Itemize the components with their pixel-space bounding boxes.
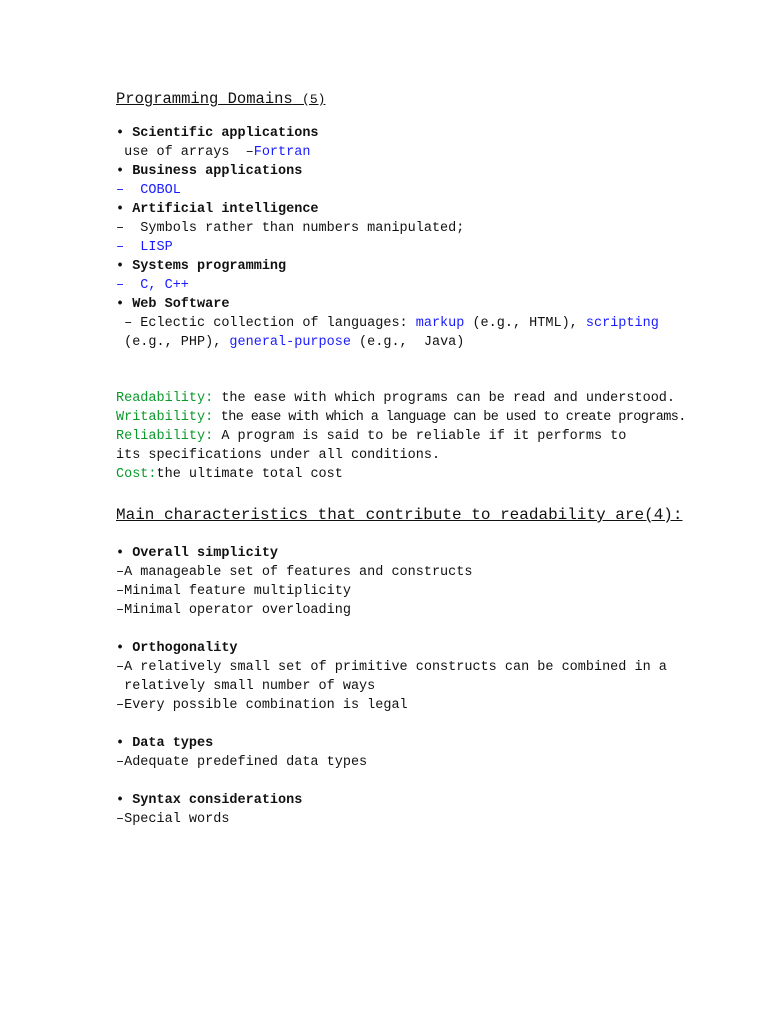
definition-line xyxy=(116,465,716,484)
title-text: Programming Domains xyxy=(116,90,293,108)
domain-detail xyxy=(116,143,716,162)
definition-term: Writability: xyxy=(116,410,214,425)
characteristic-item: –Minimal feature multiplicity xyxy=(116,584,351,599)
characteristic-item: relatively small number of ways xyxy=(116,679,376,694)
definition-term: Cost: xyxy=(116,467,157,482)
web-markup: markup xyxy=(415,316,465,331)
definition-text: A program is said to be reliable if it performs to its specifications under all conditions. xyxy=(116,429,627,463)
characteristic-item: –Minimal operator overloading xyxy=(116,603,351,618)
web-scripting: scripting xyxy=(585,316,659,331)
definition-text: the ease with which programs can be read and understood. xyxy=(213,391,675,406)
characteristic-bullet: • Syntax considerations xyxy=(116,793,303,808)
section-heading: Main characteristics that contribute to readability are(4): xyxy=(116,506,683,524)
domain-language: – LISP xyxy=(116,240,173,255)
characteristic-item: –Every possible combination is legal xyxy=(116,698,408,713)
web-scripting-eg: (e.g., PHP), xyxy=(116,335,230,350)
domain-language: – C, C++ xyxy=(116,278,189,293)
document-page xyxy=(116,86,716,829)
domain-bullet: • Systems programming xyxy=(116,259,287,274)
characteristic-item: –A manageable set of features and constructs xyxy=(116,565,473,580)
characteristic-item: –A relatively small set of primitive constructs can be combined in a xyxy=(116,660,667,675)
definition-text: the ease with which a language can be used to create programs. xyxy=(213,410,686,425)
title-count: (5) xyxy=(302,92,326,107)
domain-bullet: • Business applications xyxy=(116,164,303,179)
web-prefix: – Eclectic collection of languages: xyxy=(116,316,416,331)
definition-line xyxy=(116,427,651,465)
characteristic-item: –Adequate predefined data types xyxy=(116,755,368,770)
characteristic-item: –Special words xyxy=(116,812,230,827)
domain-language: – COBOL xyxy=(116,183,181,198)
domain-bullet: • Scientific applications xyxy=(116,126,319,141)
page-title xyxy=(116,86,716,112)
detail-text: use of arrays – xyxy=(116,145,254,160)
definition-term: Reliability: xyxy=(116,429,214,444)
domain-detail: – Symbols rather than numbers manipulated; xyxy=(116,221,465,236)
domain-bullet: • Artificial intelligence xyxy=(116,202,319,217)
characteristic-bullet: • Orthogonality xyxy=(116,641,238,656)
web-markup-eg: (e.g., HTML), xyxy=(464,316,586,331)
definition-line xyxy=(116,408,716,427)
definition-term: Readability: xyxy=(116,391,214,406)
definition-text: the ultimate total cost xyxy=(156,467,343,482)
web-software-detail xyxy=(116,314,664,352)
characteristic-bullet: • Data types xyxy=(116,736,214,751)
web-general: general-purpose xyxy=(229,335,351,350)
web-general-eg: (e.g., Java) xyxy=(350,335,465,350)
characteristic-bullet: • Overall simplicity xyxy=(116,546,279,561)
domain-bullet: • Web Software xyxy=(116,297,230,312)
definition-line xyxy=(116,389,716,408)
detail-language: Fortran xyxy=(253,145,311,160)
